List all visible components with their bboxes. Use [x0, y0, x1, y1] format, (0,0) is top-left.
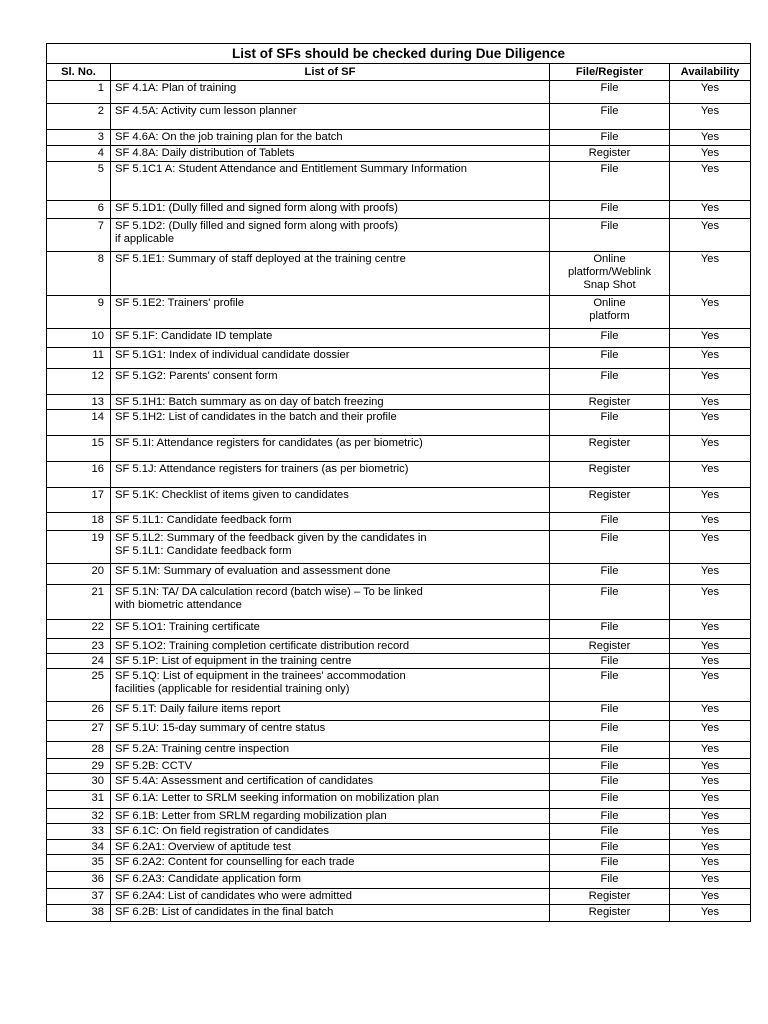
file-register-cell: Register — [550, 639, 670, 654]
file-register-cell: File — [550, 329, 670, 348]
header-availability: Availability — [670, 64, 751, 81]
table-row — [47, 872, 751, 889]
table-row — [47, 531, 751, 564]
table-row — [47, 654, 751, 669]
row-number: 12 — [47, 369, 111, 395]
table-row — [47, 840, 751, 855]
file-register-cell: File — [550, 531, 670, 564]
sf-item: SF 5.1H2: List of candidates in the batch and their profile — [111, 410, 550, 436]
sf-item: SF 5.1O2: Training completion certificate distribution record — [111, 639, 550, 654]
availability-cell: Yes — [670, 759, 751, 774]
availability-cell: Yes — [670, 654, 751, 669]
table-row — [47, 774, 751, 791]
table-row — [47, 742, 751, 759]
file-register-cell: File — [550, 81, 670, 104]
availability-cell: Yes — [670, 531, 751, 564]
row-number: 20 — [47, 564, 111, 585]
sf-item: SF 5.1G1: Index of individual candidate dossier — [111, 348, 550, 369]
row-number: 36 — [47, 872, 111, 889]
file-register-cell: File — [550, 855, 670, 872]
sf-item: SF 5.1L1: Candidate feedback form — [111, 513, 550, 531]
availability-cell: Yes — [670, 889, 751, 905]
header-list-of-sf: List of SF — [111, 64, 550, 81]
row-number: 7 — [47, 219, 111, 252]
table-row — [47, 410, 751, 436]
availability-cell: Yes — [670, 130, 751, 146]
sf-item: SF 6.1B: Letter from SRLM regarding mobilization plan — [111, 809, 550, 824]
row-number: 30 — [47, 774, 111, 791]
sf-item: SF 4.8A: Daily distribution of Tablets — [111, 146, 550, 162]
availability-cell: Yes — [670, 219, 751, 252]
file-register-cell: Online platform — [550, 296, 670, 329]
table-row — [47, 462, 751, 488]
file-register-cell: File — [550, 809, 670, 824]
file-register-cell: File — [550, 669, 670, 702]
table-row — [47, 889, 751, 905]
file-register-cell: Register — [550, 146, 670, 162]
header-file-register: File/Register — [550, 64, 670, 81]
availability-cell: Yes — [670, 513, 751, 531]
file-register-cell: File — [550, 201, 670, 219]
sf-item: SF 5.1Q: List of equipment in the trainees' accommodation facilities (applicable for residential training only) — [111, 669, 550, 702]
sf-item: SF 6.2A4: List of candidates who were admitted — [111, 889, 550, 905]
row-number: 4 — [47, 146, 111, 162]
row-number: 34 — [47, 840, 111, 855]
table-row — [47, 855, 751, 872]
table-body — [47, 81, 751, 922]
row-number: 15 — [47, 436, 111, 462]
sf-item: SF 6.2B: List of candidates in the final batch — [111, 905, 550, 922]
availability-cell: Yes — [670, 488, 751, 513]
file-register-cell: File — [550, 872, 670, 889]
row-number: 10 — [47, 329, 111, 348]
availability-cell: Yes — [670, 436, 751, 462]
row-number: 19 — [47, 531, 111, 564]
availability-cell: Yes — [670, 462, 751, 488]
sf-item: SF 6.2A1: Overview of aptitude test — [111, 840, 550, 855]
file-register-cell: File — [550, 759, 670, 774]
file-register-cell: File — [550, 774, 670, 791]
sf-item: SF 5.1I: Attendance registers for candidates (as per biometric) — [111, 436, 550, 462]
sf-item: SF 5.1P: List of equipment in the training centre — [111, 654, 550, 669]
sf-item: SF 6.1C: On field registration of candidates — [111, 824, 550, 840]
sf-item: SF 5.1H1: Batch summary as on day of batch freezing — [111, 395, 550, 410]
table-row — [47, 130, 751, 146]
availability-cell: Yes — [670, 81, 751, 104]
table-row — [47, 585, 751, 620]
row-number: 3 — [47, 130, 111, 146]
row-number: 23 — [47, 639, 111, 654]
header-row — [47, 64, 751, 81]
table-row — [47, 809, 751, 824]
sf-item: SF 5.1T: Daily failure items report — [111, 702, 550, 721]
sf-item: SF 5.1C1 A: Student Attendance and Entitlement Summary Information — [111, 162, 550, 201]
availability-cell: Yes — [670, 201, 751, 219]
row-number: 32 — [47, 809, 111, 824]
availability-cell: Yes — [670, 669, 751, 702]
table-row — [47, 395, 751, 410]
sf-item: SF 6.2A3: Candidate application form — [111, 872, 550, 889]
table-row — [47, 488, 751, 513]
sf-item: SF 5.1E2: Trainers' profile — [111, 296, 550, 329]
file-register-cell: File — [550, 564, 670, 585]
availability-cell: Yes — [670, 824, 751, 840]
row-number: 38 — [47, 905, 111, 922]
table-row — [47, 564, 751, 585]
availability-cell: Yes — [670, 296, 751, 329]
file-register-cell: File — [550, 130, 670, 146]
file-register-cell: Register — [550, 905, 670, 922]
table-row — [47, 669, 751, 702]
row-number: 33 — [47, 824, 111, 840]
sf-item: SF 5.1U: 15-day summary of centre status — [111, 721, 550, 742]
sf-item: SF 5.1L2: Summary of the feedback given by the candidates in SF 5.1L1: Candidate feedback form — [111, 531, 550, 564]
row-number: 28 — [47, 742, 111, 759]
availability-cell: Yes — [670, 872, 751, 889]
row-number: 5 — [47, 162, 111, 201]
file-register-cell: Register — [550, 488, 670, 513]
row-number: 13 — [47, 395, 111, 410]
availability-cell: Yes — [670, 162, 751, 201]
sf-item: SF 5.1J: Attendance registers for trainers (as per biometric) — [111, 462, 550, 488]
file-register-cell: Register — [550, 462, 670, 488]
row-number: 31 — [47, 791, 111, 809]
availability-cell: Yes — [670, 742, 751, 759]
table-row — [47, 436, 751, 462]
file-register-cell: File — [550, 742, 670, 759]
sf-item: SF 4.1A: Plan of training — [111, 81, 550, 104]
availability-cell: Yes — [670, 774, 751, 791]
table-row — [47, 104, 751, 130]
sf-item: SF 5.4A: Assessment and certification of candidates — [111, 774, 550, 791]
row-number: 18 — [47, 513, 111, 531]
row-number: 35 — [47, 855, 111, 872]
availability-cell: Yes — [670, 369, 751, 395]
table-row — [47, 219, 751, 252]
file-register-cell: Register — [550, 436, 670, 462]
table-row — [47, 329, 751, 348]
table-row — [47, 702, 751, 721]
row-number: 24 — [47, 654, 111, 669]
header-sl-no: Sl. No. — [47, 64, 111, 81]
file-register-cell: File — [550, 585, 670, 620]
file-register-cell: Register — [550, 395, 670, 410]
sf-item: SF 5.1G2: Parents' consent form — [111, 369, 550, 395]
row-number: 29 — [47, 759, 111, 774]
file-register-cell: File — [550, 721, 670, 742]
file-register-cell: File — [550, 840, 670, 855]
availability-cell: Yes — [670, 395, 751, 410]
table-row — [47, 824, 751, 840]
sf-item: SF 5.1M: Summary of evaluation and assessment done — [111, 564, 550, 585]
row-number: 26 — [47, 702, 111, 721]
sf-item: SF 5.1N: TA/ DA calculation record (batch wise) – To be linked with biometric attendance — [111, 585, 550, 620]
table-row — [47, 791, 751, 809]
file-register-cell: File — [550, 824, 670, 840]
sf-item: SF 5.1D2: (Dully filled and signed form along with proofs) if applicable — [111, 219, 550, 252]
table-row — [47, 348, 751, 369]
row-number: 37 — [47, 889, 111, 905]
file-register-cell: File — [550, 162, 670, 201]
table-row — [47, 81, 751, 104]
row-number: 9 — [47, 296, 111, 329]
title-row — [47, 44, 751, 64]
table-row — [47, 721, 751, 742]
row-number: 25 — [47, 669, 111, 702]
availability-cell: Yes — [670, 104, 751, 130]
sf-item: SF 6.1A: Letter to SRLM seeking information on mobilization plan — [111, 791, 550, 809]
file-register-cell: Register — [550, 889, 670, 905]
file-register-cell: File — [550, 620, 670, 639]
table-row — [47, 162, 751, 201]
file-register-cell: Online platform/Weblink Snap Shot — [550, 252, 670, 296]
sf-item: SF 5.2A: Training centre inspection — [111, 742, 550, 759]
availability-cell: Yes — [670, 721, 751, 742]
sf-item: SF 4.6A: On the job training plan for the batch — [111, 130, 550, 146]
row-number: 14 — [47, 410, 111, 436]
file-register-cell: File — [550, 219, 670, 252]
row-number: 2 — [47, 104, 111, 130]
sf-item: SF 5.1O1: Training certificate — [111, 620, 550, 639]
row-number: 27 — [47, 721, 111, 742]
file-register-cell: File — [550, 369, 670, 395]
file-register-cell: File — [550, 702, 670, 721]
table-row — [47, 620, 751, 639]
availability-cell: Yes — [670, 791, 751, 809]
sf-item: SF 6.2A2: Content for counselling for each trade — [111, 855, 550, 872]
sf-item: SF 4.5A: Activity cum lesson planner — [111, 104, 550, 130]
row-number: 11 — [47, 348, 111, 369]
table-row — [47, 201, 751, 219]
availability-cell: Yes — [670, 905, 751, 922]
row-number: 8 — [47, 252, 111, 296]
availability-cell: Yes — [670, 620, 751, 639]
availability-cell: Yes — [670, 639, 751, 654]
availability-cell: Yes — [670, 585, 751, 620]
table-row — [47, 252, 751, 296]
sf-item: SF 5.1D1: (Dully filled and signed form along with proofs) — [111, 201, 550, 219]
row-number: 16 — [47, 462, 111, 488]
row-number: 22 — [47, 620, 111, 639]
file-register-cell: File — [550, 348, 670, 369]
availability-cell: Yes — [670, 809, 751, 824]
table-row — [47, 146, 751, 162]
row-number: 1 — [47, 81, 111, 104]
file-register-cell: File — [550, 410, 670, 436]
table-row — [47, 296, 751, 329]
sf-item: SF 5.1F: Candidate ID template — [111, 329, 550, 348]
file-register-cell: File — [550, 791, 670, 809]
sf-item: SF 5.2B: CCTV — [111, 759, 550, 774]
row-number: 6 — [47, 201, 111, 219]
file-register-cell: File — [550, 654, 670, 669]
row-number: 21 — [47, 585, 111, 620]
due-diligence-table — [46, 43, 751, 922]
file-register-cell: File — [550, 513, 670, 531]
row-number: 17 — [47, 488, 111, 513]
availability-cell: Yes — [670, 252, 751, 296]
table-row — [47, 759, 751, 774]
sf-item: SF 5.1K: Checklist of items given to candidates — [111, 488, 550, 513]
table-row — [47, 369, 751, 395]
table-title: List of SFs should be checked during Due Diligence — [47, 44, 751, 64]
table-row — [47, 639, 751, 654]
sf-item: SF 5.1E1: Summary of staff deployed at the training centre — [111, 252, 550, 296]
availability-cell: Yes — [670, 855, 751, 872]
availability-cell: Yes — [670, 564, 751, 585]
availability-cell: Yes — [670, 348, 751, 369]
availability-cell: Yes — [670, 702, 751, 721]
table-row — [47, 905, 751, 922]
availability-cell: Yes — [670, 840, 751, 855]
availability-cell: Yes — [670, 410, 751, 436]
availability-cell: Yes — [670, 329, 751, 348]
table-row — [47, 513, 751, 531]
availability-cell: Yes — [670, 146, 751, 162]
file-register-cell: File — [550, 104, 670, 130]
